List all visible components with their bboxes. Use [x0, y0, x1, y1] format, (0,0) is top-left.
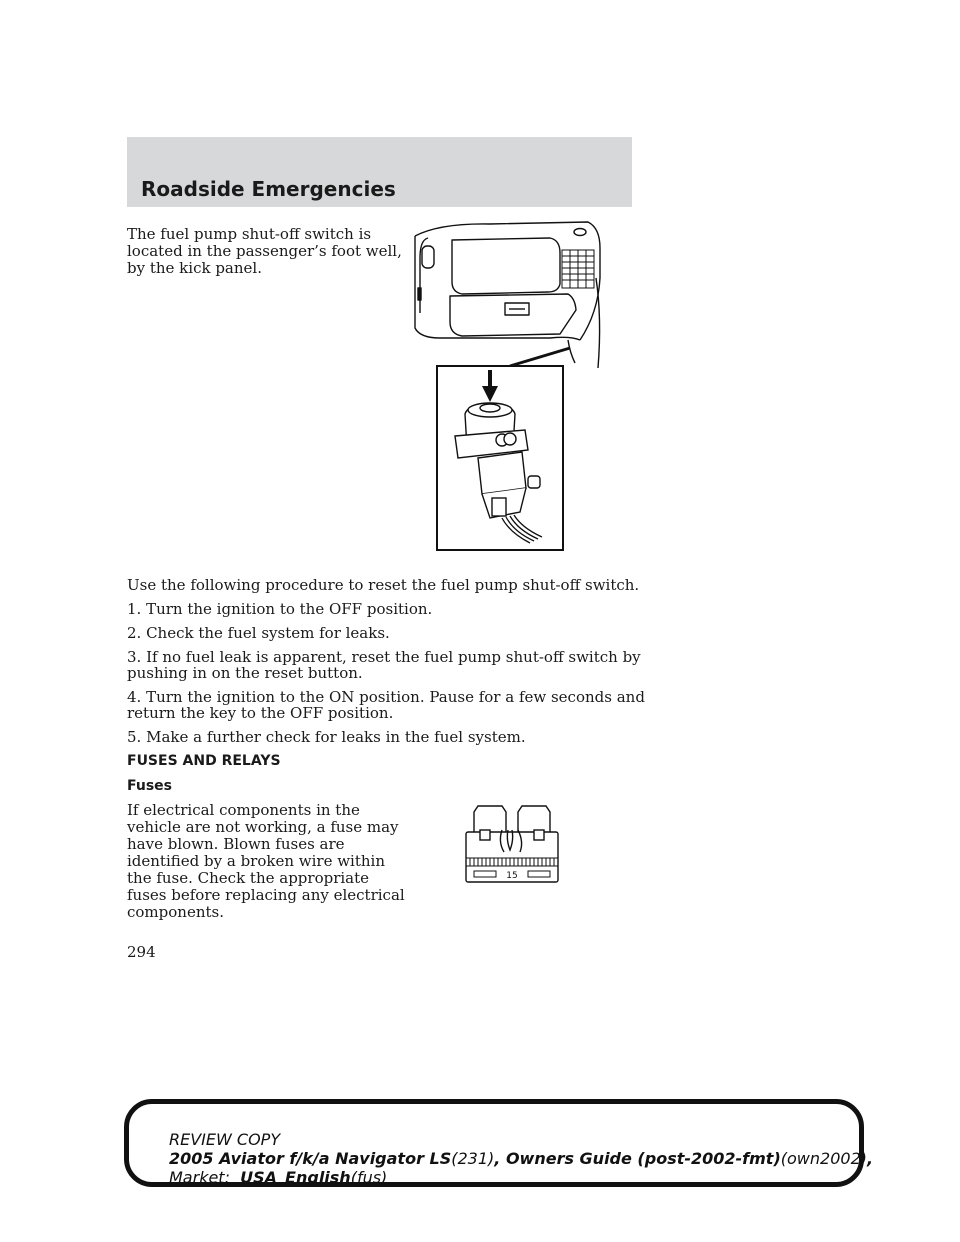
fuse-rating-label: 15	[506, 871, 518, 881]
intro-line-2: located in the passenger’s foot well,	[127, 242, 402, 260]
footer-market: USA_English	[240, 1168, 351, 1187]
footer-model-code: (231)	[451, 1149, 495, 1168]
footer-line-3	[169, 1168, 873, 1187]
fuses-line-6: fuses before replacing any electrical	[127, 886, 405, 904]
fuel-pump-switch-illustration	[410, 218, 610, 554]
section-header	[127, 137, 632, 207]
step-3-line-2: pushing in on the reset button.	[127, 664, 363, 682]
footer-guide: Owners Guide (post-2002-fmt)	[505, 1149, 781, 1168]
footer-text	[169, 1130, 873, 1187]
fuses-line-7: components.	[127, 903, 224, 921]
section-heading: FUSES AND RELAYS	[127, 753, 281, 769]
blade-fuse-illustration	[462, 800, 562, 886]
step-5: 5. Make a further check for leaks in the fuel system.	[127, 728, 526, 746]
section-title: Roadside Emergencies	[141, 177, 396, 201]
footer-market-label: Market:	[169, 1168, 230, 1187]
footer-guide-code: (own2002)	[780, 1149, 867, 1168]
procedure-intro: Use the following procedure to reset the fuel pump shut-off switch.	[127, 576, 640, 594]
footer-line-2	[169, 1149, 873, 1168]
intro-line-1: The fuel pump shut-off switch is	[127, 225, 372, 243]
footer-market-code: (fus)	[350, 1168, 388, 1187]
section-subheading: Fuses	[127, 778, 172, 794]
footer-line-1: REVIEW COPY	[169, 1130, 281, 1149]
fuses-line-3: have blown. Blown fuses are	[127, 835, 345, 853]
fuses-line-2: vehicle are not working, a fuse may	[127, 818, 399, 836]
review-copy-footer	[124, 1099, 874, 1187]
footer-model: 2005 Aviator f/k/a Navigator LS	[169, 1149, 452, 1168]
footer-sep-1: ,	[494, 1149, 506, 1168]
intro-line-3: by the kick panel.	[127, 259, 262, 277]
step-2: 2. Check the fuel system for leaks.	[127, 624, 390, 642]
fuses-line-1: If electrical components in the	[127, 801, 360, 819]
page-number: 294	[127, 943, 156, 961]
step-3-line-1: 3. If no fuel leak is apparent, reset the fuel pump shut-off switch by	[127, 648, 641, 666]
fuses-line-5: the fuse. Check the appropriate	[127, 869, 370, 887]
step-4-line-1: 4. Turn the ignition to the ON position. Pause for a few seconds and	[127, 688, 645, 706]
fuses-line-4: identified by a broken wire within	[127, 852, 386, 870]
step-4-line-2: return the key to the OFF position.	[127, 704, 394, 722]
step-1: 1. Turn the ignition to the OFF position.	[127, 600, 433, 618]
footer-sep-2: ,	[866, 1149, 874, 1168]
